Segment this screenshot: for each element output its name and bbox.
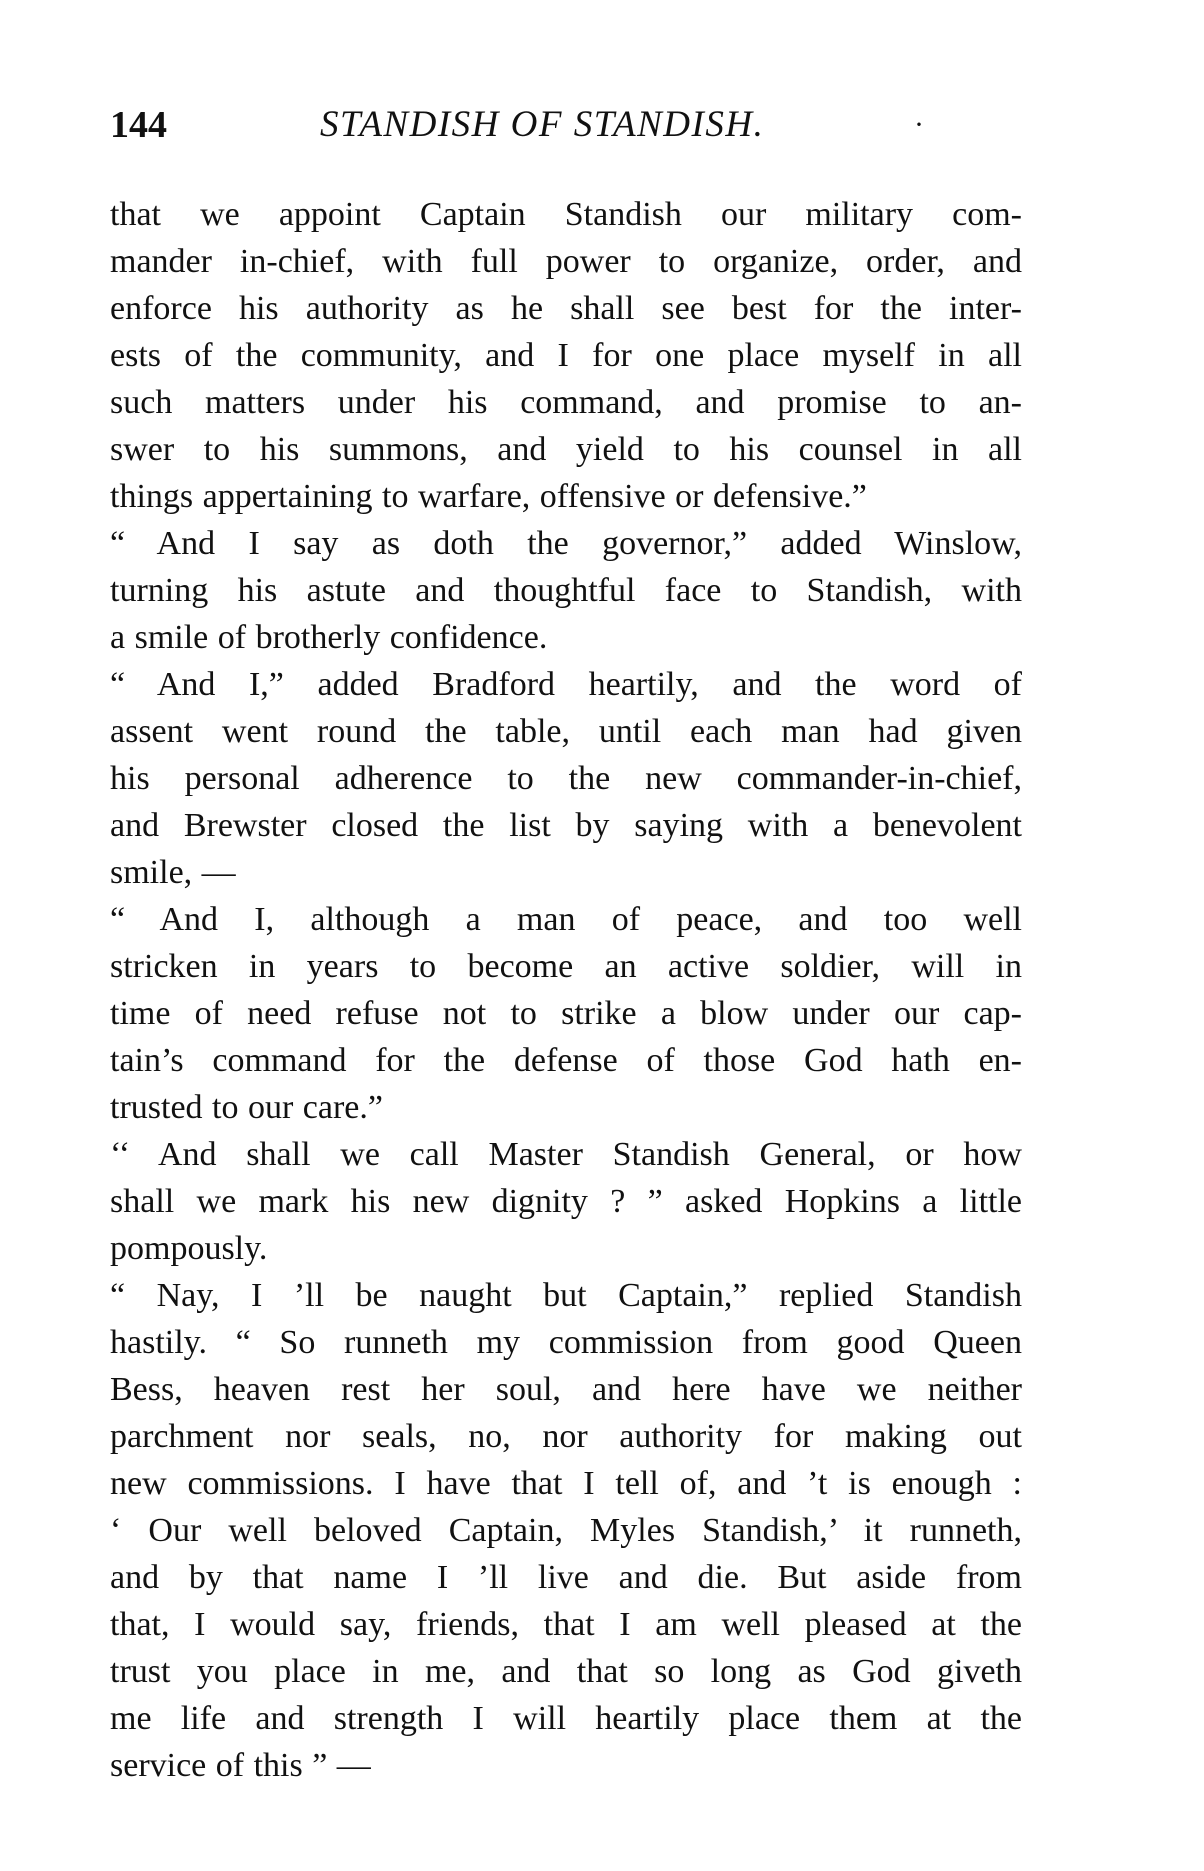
text-line: shall we mark his new dignity ? ” asked Hopkins a little	[110, 1183, 1022, 1220]
text-line: things appertaining to warfare, offensive or defensive.”	[110, 478, 867, 515]
text-line: pompously.	[110, 1230, 268, 1267]
text-line: stricken in years to become an active soldier, will in	[110, 948, 1022, 985]
text-line: “ And I, although a man of peace, and too well	[110, 901, 1022, 938]
text-line: tain’s command for the defense of those God hath en-	[110, 1042, 1022, 1079]
text-line: mander in-chief, with full power to organize, order, and	[110, 243, 1022, 280]
text-line: “ And I,” added Bradford heartily, and the word of	[110, 666, 1022, 703]
page-header	[110, 103, 1040, 147]
text-line: enforce his authority as he shall see best for the inter-	[110, 290, 1022, 327]
page-number: 144	[110, 104, 167, 146]
text-line: Bess, heaven rest her soul, and here have we neither	[110, 1371, 1022, 1408]
text-line: and Brewster closed the list by saying with a benevolent	[110, 807, 1022, 844]
text-line: ‘ Our well beloved Captain, Myles Standish,’ it runneth,	[110, 1512, 1022, 1549]
text-line: that we appoint Captain Standish our military com-	[110, 196, 1022, 233]
text-line: such matters under his command, and promise to an-	[110, 384, 1022, 421]
text-line: new commissions. I have that I tell of, and ’t is enough :	[110, 1465, 1022, 1502]
text-line: me life and strength I will heartily place them at the	[110, 1700, 1022, 1737]
text-line: swer to his summons, and yield to his counsel in all	[110, 431, 1022, 468]
text-line: “ Nay, I ’ll be naught but Captain,” replied Standish	[110, 1277, 1022, 1314]
text-line: a smile of brotherly confidence.	[110, 619, 548, 656]
text-line: service of this ” —	[110, 1747, 371, 1784]
text-line: assent went round the table, until each man had given	[110, 713, 1022, 750]
text-line: that, I would say, friends, that I am well pleased at the	[110, 1606, 1022, 1643]
text-line: ‘‘ And shall we call Master Standish General, or how	[110, 1136, 1022, 1173]
text-line: smile, —	[110, 854, 236, 891]
text-line: time of need refuse not to strike a blow under our cap-	[110, 995, 1022, 1032]
header-mark: ·	[914, 108, 924, 141]
text-line: ests of the community, and I for one place myself in all	[110, 337, 1022, 374]
text-line: his personal adherence to the new commander-in-chief,	[110, 760, 1022, 797]
running-title: STANDISH OF STANDISH.	[320, 104, 765, 145]
text-line: trust you place in me, and that so long as God giveth	[110, 1653, 1022, 1690]
text-line: hastily. “ So runneth my commission from good Queen	[110, 1324, 1022, 1361]
text-line: turning his astute and thoughtful face to Standish, with	[110, 572, 1022, 609]
text-line: “ And I say as doth the governor,” added Winslow,	[110, 525, 1022, 562]
text-line: parchment nor seals, no, nor authority for making out	[110, 1418, 1022, 1455]
text-line: trusted to our care.”	[110, 1089, 383, 1126]
body-text	[110, 191, 1022, 1789]
text-line: and by that name I ’ll live and die. But aside from	[110, 1559, 1022, 1596]
